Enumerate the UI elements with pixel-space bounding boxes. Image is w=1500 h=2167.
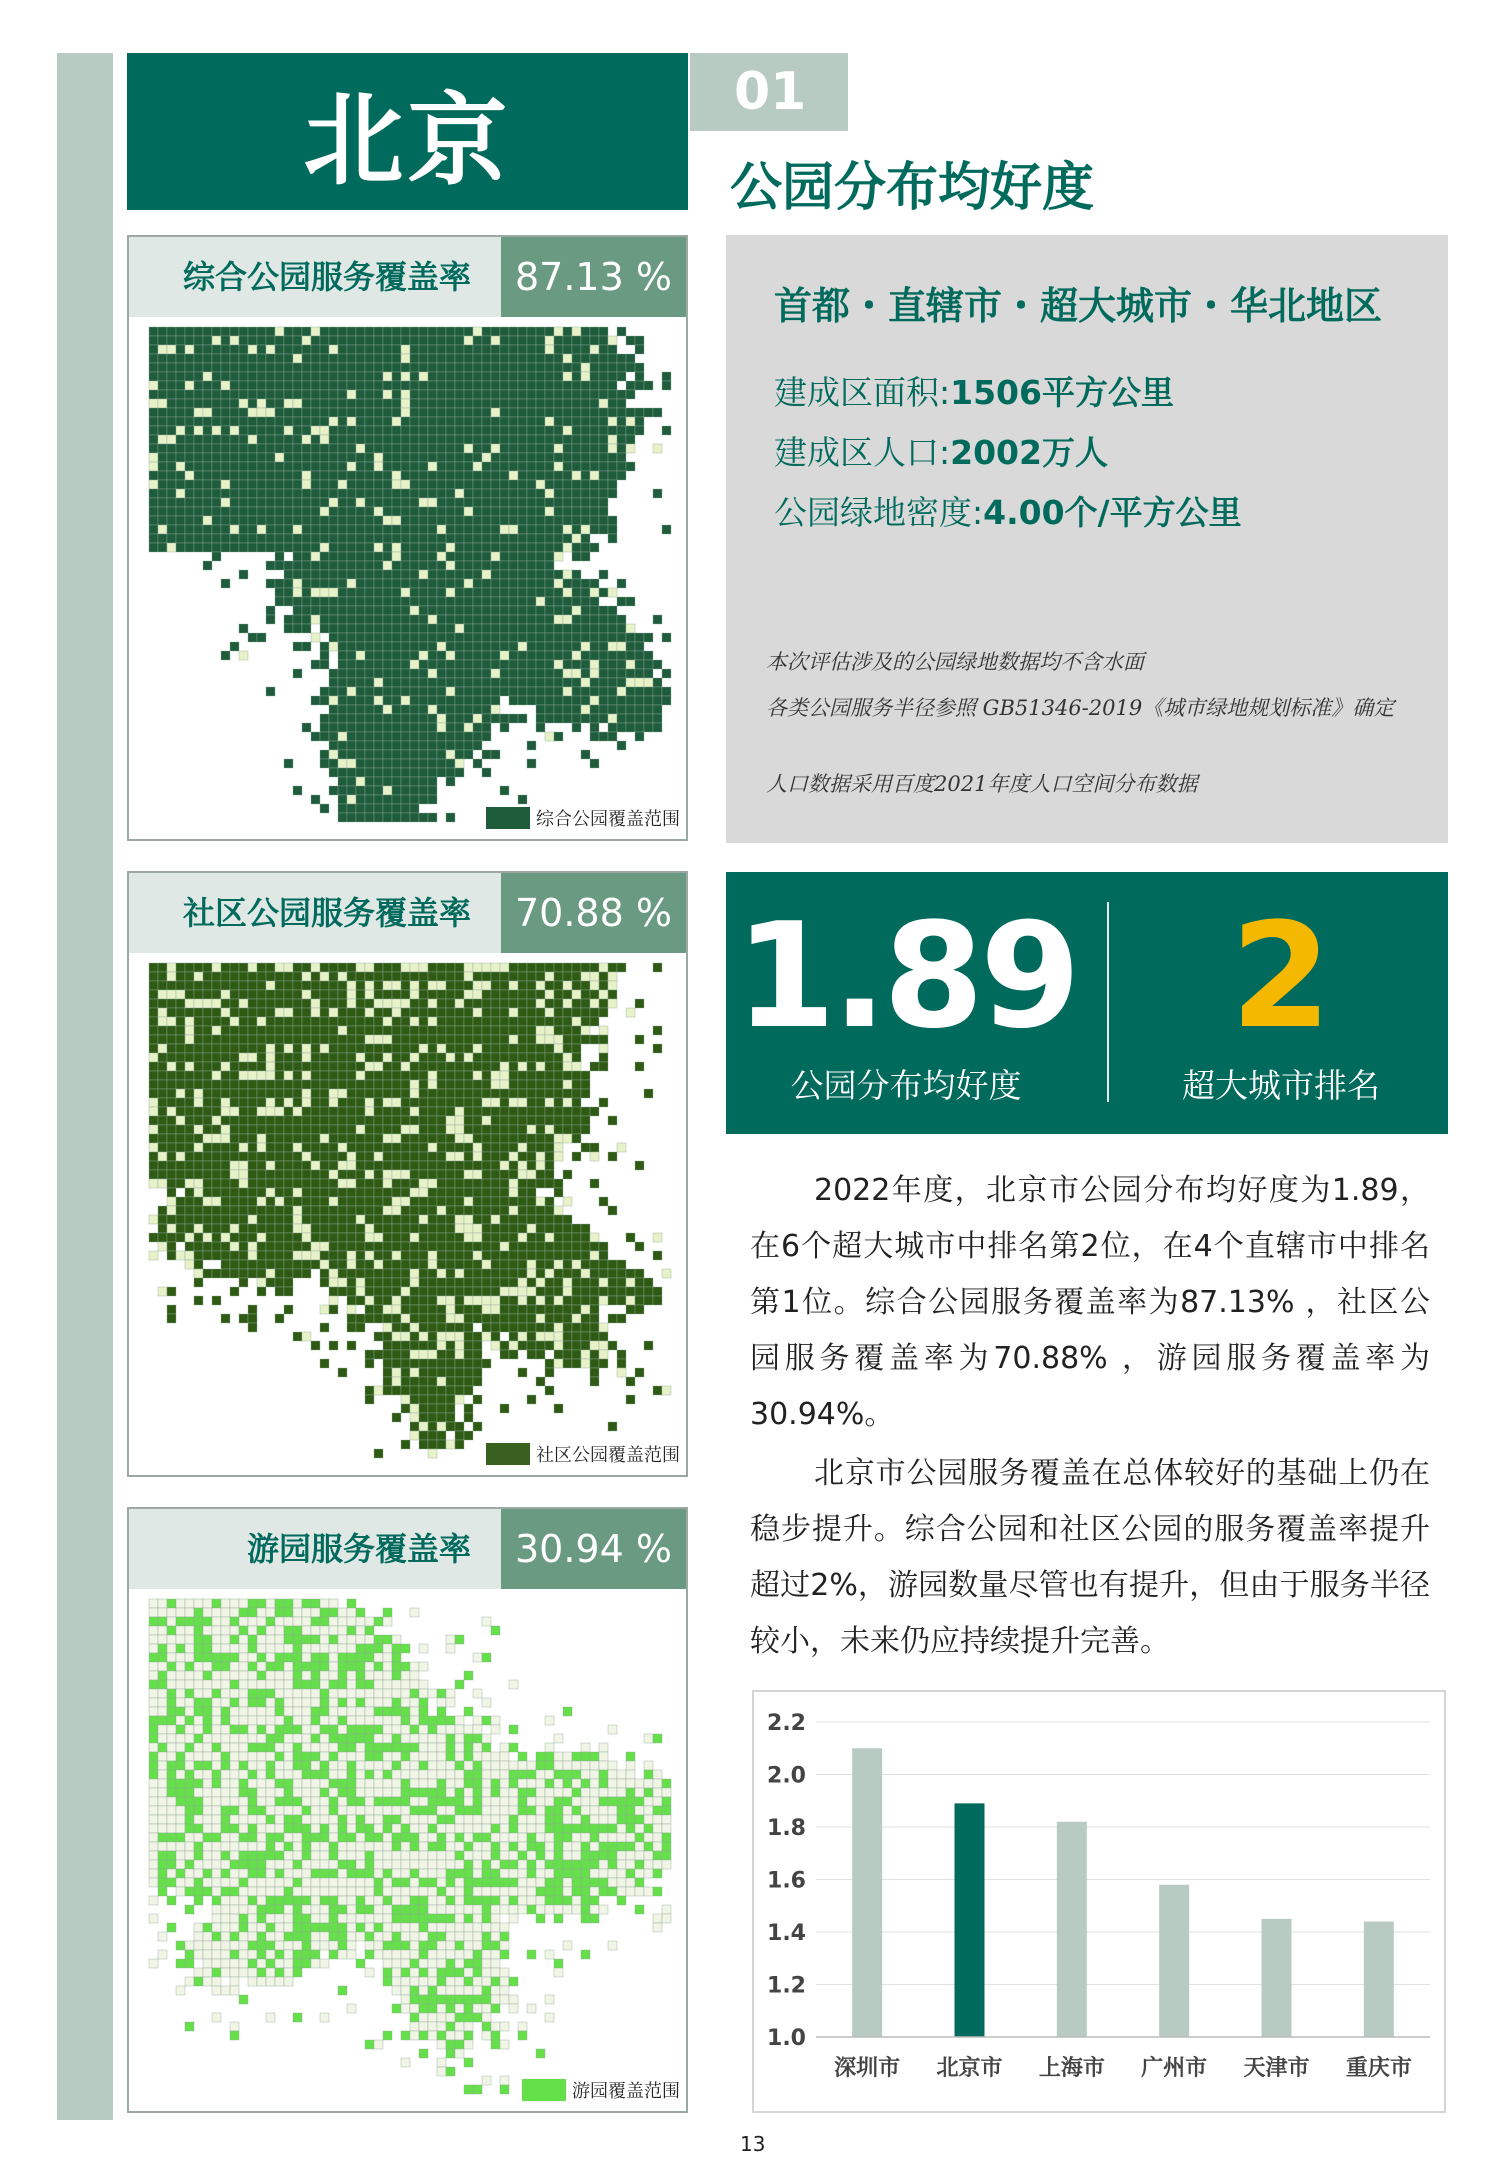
bar-2 [1057, 1822, 1087, 2037]
legend-swatch [486, 807, 530, 829]
note: 各类公园服务半径参照 GB51346-2019《城市绿地规划标准》确定 [766, 696, 1395, 720]
map-cells [149, 1599, 671, 2094]
info-row-population [774, 427, 1108, 474]
page-number: 13 [740, 2132, 766, 2156]
map-panel-pocket-park [127, 1507, 688, 2113]
map-legend [486, 1441, 680, 1467]
city-category: 首都・直辖市・超大城市・华北地区 [774, 284, 1383, 328]
legend-swatch [486, 1443, 530, 1465]
score-divider [1107, 902, 1109, 1102]
left-sidebar-bar [57, 53, 113, 2120]
section-number-tab [690, 53, 848, 131]
y-tick-label: 1.8 [767, 1816, 806, 1841]
map-value: 87.13 % [501, 237, 686, 317]
map-label: 游园服务覆盖率 [246, 1530, 471, 1568]
city-title: 北京 [303, 81, 512, 199]
map-header [129, 873, 686, 953]
body-paragraph-1 [750, 1163, 1430, 1443]
bar-1 [955, 1803, 985, 2037]
legend-label: 社区公园覆盖范围 [536, 1445, 680, 1466]
info-label: 建成区人口: [774, 433, 951, 472]
info-row-area [774, 367, 1174, 414]
score-label: 公园分布均好度 [790, 1066, 1022, 1105]
legend-label: 综合公园覆盖范围 [536, 809, 680, 830]
y-tick-label: 1.4 [767, 1921, 806, 1946]
section-number: 01 [734, 62, 807, 122]
map-label: 社区公园服务覆盖率 [182, 894, 471, 932]
score-box [726, 872, 1448, 1134]
info-value: 1506平方公里 [950, 373, 1174, 412]
paragraph-text: 2022年度，北京市公园分布均好度为1.89，在6个超大城市中排名第2位，在4个直辖市中排名第1位。综合公园服务覆盖率为87.13% ，社区公园服务覆盖率为70.88% ，游园服务覆盖率为30.94%。 [750, 1173, 1430, 1432]
map-cells [149, 963, 671, 1458]
info-value: 2002万人 [950, 433, 1108, 472]
y-tick-label: 1.0 [767, 2026, 806, 2051]
map-label: 综合公园服务覆盖率 [182, 258, 471, 296]
bar-3 [1159, 1885, 1189, 2037]
x-tick-label: 天津市 [1243, 2056, 1310, 2081]
legend-label: 游园覆盖范围 [572, 2081, 680, 2102]
x-tick-label: 深圳市 [834, 2056, 901, 2081]
map-panel-comprehensive [127, 235, 688, 841]
map-header [129, 237, 686, 317]
x-tick-label: 广州市 [1141, 2056, 1208, 2081]
coverage-map-community [129, 953, 686, 1475]
bar-0 [852, 1748, 882, 2037]
y-tick-label: 1.6 [767, 1868, 806, 1894]
map-legend [486, 805, 680, 831]
info-value: 4.00个/平方公里 [983, 493, 1242, 532]
note: 本次评估涉及的公园绿地数据均不含水面 [766, 650, 1144, 674]
map-cells [149, 327, 671, 822]
info-label: 公园绿地密度: [774, 493, 984, 532]
rank-label: 超大城市排名 [1182, 1066, 1380, 1105]
score-value: 1.89 [735, 892, 1077, 1061]
map-panel-community [127, 871, 688, 1477]
info-label: 建成区面积: [774, 373, 951, 412]
x-tick-label: 上海市 [1038, 2056, 1105, 2081]
bar-4 [1262, 1919, 1292, 2037]
x-tick-label: 北京市 [936, 2056, 1003, 2081]
city-title-box [127, 53, 688, 210]
y-tick-label: 1.2 [767, 1973, 806, 1999]
ranking-bar-chart [754, 1692, 1444, 2111]
legend-swatch [522, 2079, 566, 2101]
rank-value: 2 [1230, 892, 1332, 1061]
map-header [129, 1509, 686, 1589]
city-info-box [726, 235, 1448, 843]
map-legend [522, 2077, 680, 2103]
map-value: 70.88 % [501, 873, 686, 953]
paragraph-text: 北京市公园服务覆盖在总体较好的基础上仍在稳步提升。综合公园和社区公园的服务覆盖率提升超过2%，游园数量尽管也有提升，但由于服务半径较小，未来仍应持续提升完善。 [750, 1456, 1430, 1659]
info-row-density [774, 487, 1242, 534]
coverage-map-comprehensive [129, 317, 686, 839]
ranking-chart-box [752, 1690, 1446, 2113]
x-tick-label: 重庆市 [1345, 2056, 1412, 2081]
section-title: 公园分布均好度 [730, 158, 1095, 218]
y-tick-label: 2.0 [767, 1763, 806, 1789]
y-tick-label: 2.2 [767, 1711, 806, 1736]
note: 人口数据采用百度2021年度人口空间分布数据 [766, 772, 1198, 796]
body-paragraph-2 [750, 1446, 1430, 1670]
map-value: 30.94 % [501, 1509, 686, 1589]
coverage-map-pocket-park [129, 1589, 686, 2111]
bar-5 [1364, 1922, 1394, 2038]
